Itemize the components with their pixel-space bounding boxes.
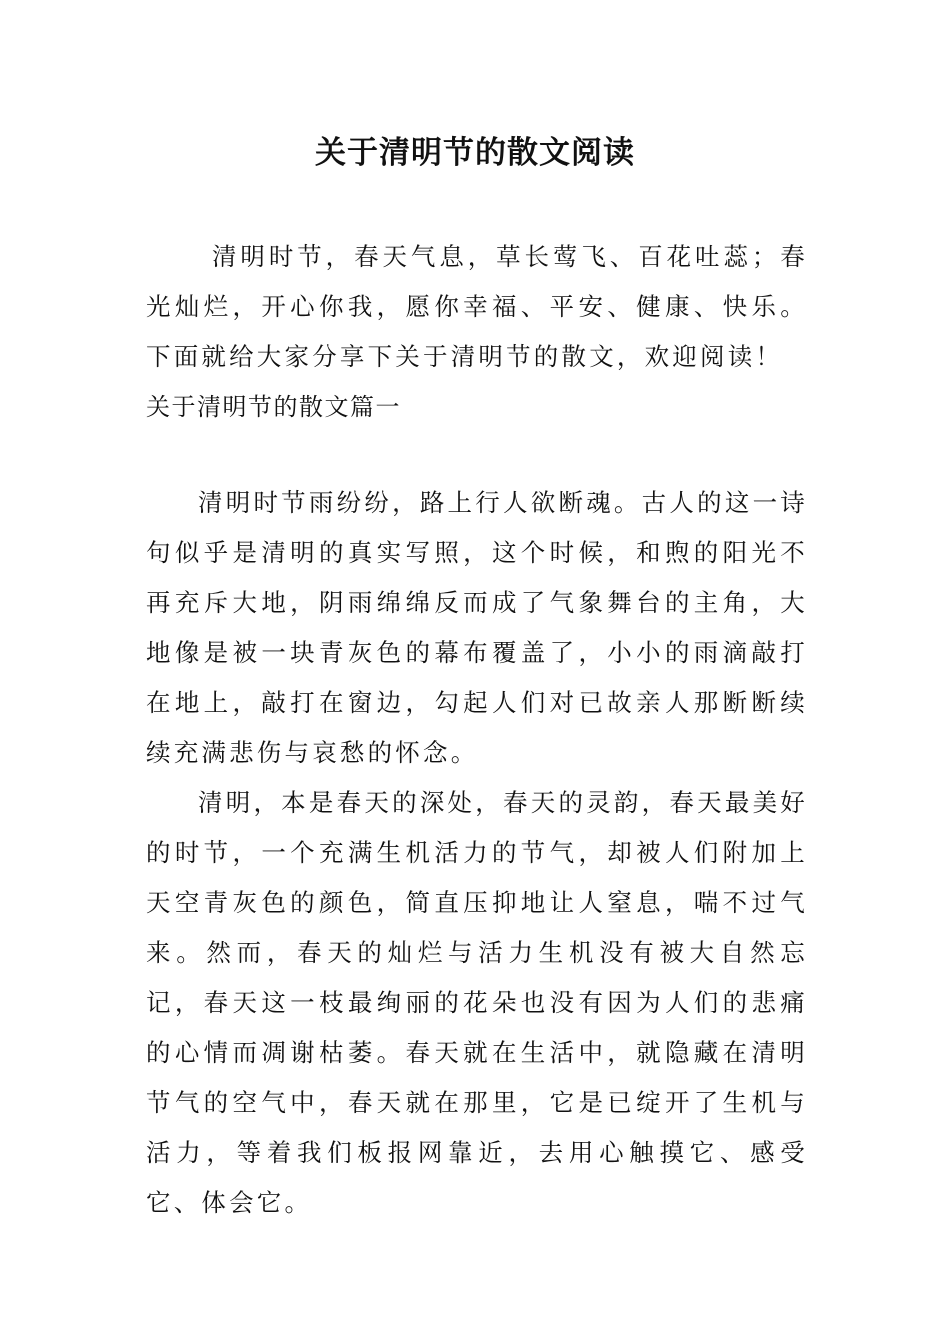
body-paragraph-2: 清明，本是春天的深处，春天的灵韵，春天最美好的时节，一个充满生机活力的节气，却被人们附加上天空青灰色的颜色，简直压抑地让人窒息，喘不过气来。然而，春天的灿烂与活力生机没有被大自然忘记，春天这一枝最绚丽的花朵也没有因为人们的悲痛的心情而凋谢枯萎。春天就在生活中，就隐藏在清明节气的空气中，春天就在那里，它是已绽开了生机与活力，等着我们板报网靠近，去用心触摸它、感受它、体会它。 (146, 788, 808, 1217)
intro-paragraph: 清明时节，春天气息，草长莺飞、百花吐蕊；春光灿烂，开心你我，愿你幸福、平安、健康、快乐。下面就给大家分享下关于清明节的散文，欢迎阅读！ (146, 242, 808, 371)
body-paragraph-1: 清明时节雨纷纷，路上行人欲断魂。古人的这一诗句似乎是清明的真实写照，这个时候，和煦的阳光不再充斥大地，阴雨绵绵反而成了气象舞台的主角，大地像是被一块青灰色的幕布覆盖了，小小的雨滴敲打在地上，敲打在窗边，勾起人们对已故亲人那断断续续充满悲伤与哀愁的怀念。 (146, 488, 808, 767)
section-heading: 关于清明节的散文篇一 (146, 393, 401, 421)
document-title: 关于清明节的散文阅读 (315, 135, 635, 171)
